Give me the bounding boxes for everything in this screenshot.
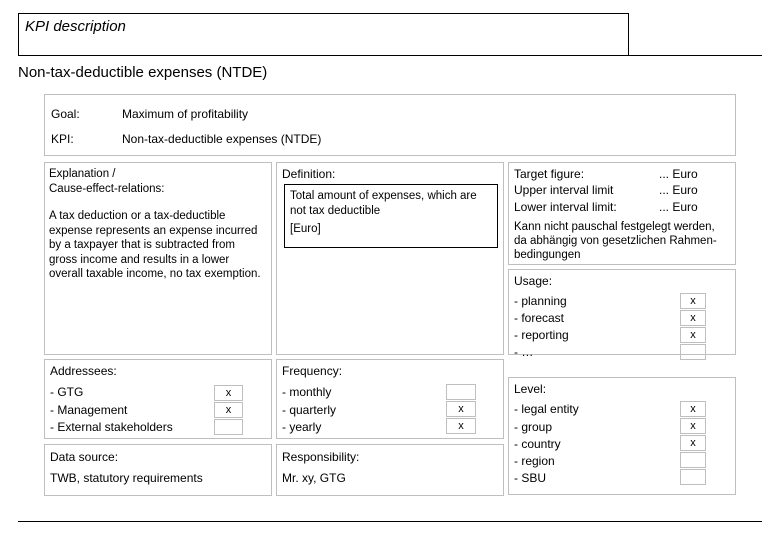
frequency-item: - yearly — [282, 420, 322, 434]
data-source-heading: Data source: — [50, 450, 119, 464]
level-checkbox[interactable] — [680, 469, 706, 485]
level-checkbox[interactable] — [680, 452, 706, 468]
addressees-heading: Addressees: — [50, 364, 117, 378]
addressee-checkbox[interactable] — [214, 419, 243, 435]
addressee-item: - External stakeholders — [50, 420, 173, 434]
definition-box — [276, 162, 504, 355]
responsibility-value: Mr. xy, GTG — [282, 471, 346, 485]
explanation-line: by a taxpayer that is subtracted from — [49, 239, 236, 251]
definition-unit: [Euro] — [290, 223, 321, 235]
goal-label: Goal: — [51, 107, 80, 121]
usage-item: - planning — [514, 294, 567, 308]
level-item: - country — [514, 437, 561, 451]
lower-limit-value: ... Euro — [659, 200, 698, 214]
upper-limit-label: Upper interval limit — [514, 183, 614, 197]
level-item: - SBU — [514, 471, 547, 485]
frequency-item: - monthly — [282, 385, 332, 399]
definition-line1: Total amount of expenses, which are — [290, 190, 477, 202]
lower-limit-label: Lower interval limit: — [514, 200, 617, 214]
addressee-item: - Management — [50, 403, 128, 417]
page-title: Non-tax-deductible expenses (NTDE) — [18, 64, 268, 81]
definition-text — [290, 189, 477, 237]
explanation-line: overall taxable income, no tax exemption. — [49, 268, 261, 280]
usage-item: - forecast — [514, 311, 565, 325]
definition-inner-box — [284, 184, 498, 248]
usage-item: - … — [514, 345, 534, 359]
explanation-heading — [49, 167, 164, 196]
frequency-checkbox[interactable]: x — [446, 418, 476, 434]
goal-value: Maximum of profitability — [122, 107, 249, 121]
target-note-line: da abhängig von gesetzlichen Rahmen- — [514, 235, 717, 247]
addressee-checkbox[interactable]: x — [214, 385, 243, 401]
responsibility-heading: Responsibility: — [282, 450, 360, 464]
level-heading: Level: — [514, 382, 547, 396]
usage-checkbox[interactable] — [680, 344, 706, 360]
usage-heading: Usage: — [514, 274, 553, 288]
explanation-box — [44, 162, 272, 355]
level-checkbox[interactable]: x — [680, 401, 706, 417]
data-source-value: TWB, statutory requirements — [50, 471, 203, 485]
target-note — [514, 220, 717, 262]
kpi-value: Non-tax-deductible expenses (NTDE) — [122, 132, 322, 146]
addressee-checkbox[interactable]: x — [214, 402, 243, 418]
definition-line2: not tax deductible — [290, 204, 381, 217]
target-note-line: bedingungen — [514, 249, 581, 261]
explanation-body — [49, 209, 261, 282]
header-rule — [18, 55, 762, 56]
responsibility-box — [276, 444, 504, 496]
level-checkbox[interactable]: x — [680, 435, 706, 451]
kpi-description-box — [18, 13, 629, 56]
explanation-heading-line1: Explanation / — [49, 168, 116, 180]
footer-rule — [18, 521, 762, 522]
usage-item: - reporting — [514, 328, 569, 342]
goal-box — [44, 94, 736, 156]
level-item: - legal entity — [514, 402, 579, 416]
target-figure-value: ... Euro — [659, 167, 698, 181]
frequency-box — [276, 359, 504, 439]
frequency-item: - quarterly — [282, 403, 337, 417]
level-box — [508, 377, 736, 495]
frequency-heading: Frequency: — [282, 364, 343, 378]
frequency-checkbox[interactable] — [446, 384, 476, 400]
definition-heading: Definition: — [282, 167, 336, 181]
usage-checkbox[interactable]: x — [680, 327, 706, 343]
frequency-checkbox[interactable]: x — [446, 401, 476, 417]
usage-checkbox[interactable]: x — [680, 293, 706, 309]
explanation-line: A tax deduction or a tax-deductible — [49, 210, 226, 222]
upper-limit-value: ... Euro — [659, 183, 698, 197]
target-note-line: Kann nicht pauschal festgelegt werden, — [514, 221, 715, 233]
explanation-heading-line2: Cause-effect-relations: — [49, 182, 165, 195]
addressees-box — [44, 359, 272, 439]
kpi-description-label: KPI description — [25, 18, 126, 35]
target-box — [508, 162, 736, 265]
usage-checkbox[interactable]: x — [680, 310, 706, 326]
target-figure-label: Target figure: — [514, 167, 585, 181]
level-item: - region — [514, 454, 555, 468]
addressee-item: - GTG — [50, 385, 84, 399]
kpi-label: KPI: — [51, 132, 74, 146]
explanation-line: gross income and results in a lower — [49, 253, 230, 266]
usage-box — [508, 269, 736, 359]
data-source-box — [44, 444, 272, 496]
level-item: - group — [514, 420, 553, 434]
explanation-line: expense represents an expense incurred — [49, 224, 258, 237]
level-checkbox[interactable]: x — [680, 418, 706, 434]
